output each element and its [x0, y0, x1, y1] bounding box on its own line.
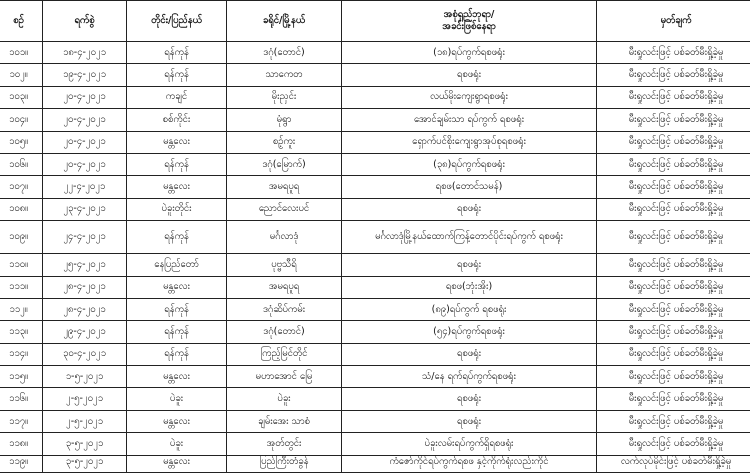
cell-region: ပဲခူးတိုင်း	[127, 198, 227, 220]
cell-location: ရစဖရုံး	[342, 64, 597, 86]
table-row	[0, 343, 750, 365]
cell-location: ရစဖ(တောင်သမန်)	[342, 176, 597, 198]
cell-remarks: မီးရှုလင်းဖြင့် ပစ်ခတ်မီးရှို့ခဲ့မှု	[597, 109, 750, 131]
cell-location: ကံဇော်ကိုင်ရပ်ကွက်ရစဖ နှင့်ကိုက်ရုံးလည်းကိုင်	[342, 455, 597, 472]
cell-location: ပဲခူးလမ်းရပ်ကွက်ရှိရစဖရုံး	[342, 433, 597, 455]
cell-location: သံ/နေ ရက်ရပ်ကွက်ရစဖရုံး	[342, 366, 597, 388]
cell-date: ၁၈-၄-၂၀၂၁	[43, 42, 127, 64]
table-row	[0, 198, 750, 220]
cell-no: ၁၀၉။	[0, 221, 43, 254]
cell-location: မင်္ဂလာဒုံမြို့နယ်ထောက်ကြန့်တောင်ပိုင်းရပ်ကွက် ရစဖရုံး	[342, 221, 597, 254]
cell-township: ကြည့်မြင်တိုင်	[227, 343, 342, 365]
cell-location: ရစဖ(ဘုံးအိုး)	[342, 276, 597, 298]
cell-region: စစ်ကိုင်း	[127, 109, 227, 131]
cell-township: အမရပူရ	[227, 276, 342, 298]
cell-location: ရစဖရုံး	[342, 198, 597, 220]
table-row	[0, 321, 750, 343]
table-row	[0, 388, 750, 410]
cell-township: အုတ်တွင်း	[227, 433, 342, 455]
cell-region: ရန်ကုန်	[127, 321, 227, 343]
cell-location: (၅၄)ရပ်ကွက်ရစဖရုံး	[342, 321, 597, 343]
cell-township: စဥ့်ကူး	[227, 131, 342, 153]
cell-no: ၁၁၀။	[0, 254, 43, 276]
cell-date: ၂၄-၄-၂၀၂၁	[43, 221, 127, 254]
cell-no: ၁၀၂။	[0, 64, 43, 86]
cell-region: ပဲခူး	[127, 388, 227, 410]
cell-date: ၃-၅-၂၀၂၁	[43, 433, 127, 455]
cell-date: ၂၈-၄-၂၀၂၁	[43, 298, 127, 320]
table-row	[0, 86, 750, 108]
cell-location: ရစဖရုံး	[342, 388, 597, 410]
cell-remarks: မီးရှုလင်းဖြင့် ပစ်ခတ်မီးရှို့ခဲ့မှု	[597, 42, 750, 64]
header-township: ခရိုင်/မြို့နယ်	[227, 1, 342, 42]
cell-region: မန္တလေး	[127, 176, 227, 198]
cell-no: ၁၀၈။	[0, 198, 43, 220]
cell-date: ၂၀-၄-၂၀၂၁	[43, 109, 127, 131]
cell-no: ၁၀၄။	[0, 109, 43, 131]
table-row	[0, 153, 750, 175]
cell-no: ၁၀၃။	[0, 86, 43, 108]
cell-township: မဟာအောင် မြေ	[227, 366, 342, 388]
cell-no: ၁၁၇။	[0, 410, 43, 432]
cell-remarks: မီးရှုလင်းဖြင့် ပစ်ခတ်မီးရှို့ခဲ့မှု	[597, 64, 750, 86]
cell-region: နေပြည်တော်	[127, 254, 227, 276]
cell-date: ၃-၅-၂၀၂၁	[43, 455, 127, 472]
header-row	[0, 1, 750, 42]
cell-township: ပဲခူး	[227, 388, 342, 410]
cell-no: ၁၀၇။	[0, 176, 43, 198]
cell-region: ရန်ကုန်	[127, 298, 227, 320]
cell-township: ပြည်ကြီးတံခွန်	[227, 455, 342, 472]
cell-region: ရန်ကုန်	[127, 343, 227, 365]
cell-date: ၂၀-၄-၂၀၂၁	[43, 131, 127, 153]
cell-date: ၂၀-၄-၂၀၂၁	[43, 153, 127, 175]
table-row	[0, 366, 750, 388]
cell-remarks: မီးရှုလင်းဖြင့် ပစ်ခတ်မီးရှို့ခဲ့မှု	[597, 198, 750, 220]
cell-remarks: မီးရှုလင်းဖြင့် ပစ်ခတ်မီးရှို့ခဲ့မှု	[597, 321, 750, 343]
cell-date: ၂၉-၄-၂၀၂၁	[43, 321, 127, 343]
cell-date: ၂၀-၄-၂၀၂၁	[43, 86, 127, 108]
cell-location: (၁၈)ရပ်ကွက်ရစဖရုံး	[342, 42, 597, 64]
cell-remarks: မီးရှုလင်းဖြင့် ပစ်ခတ်မီးရှို့ခဲ့မှု	[597, 176, 750, 198]
table-row	[0, 410, 750, 432]
cell-township: မိုးညှင်း	[227, 86, 342, 108]
cell-no: ၁၀၆။	[0, 153, 43, 175]
cell-remarks: မီးရှုလင်းဖြင့် ပစ်ခတ်မီးရှို့ခဲ့မှု	[597, 254, 750, 276]
cell-date: ၃၀-၄-၂၀၂၁	[43, 343, 127, 365]
cell-remarks: မီးရှုလင်းဖြင့် ပစ်ခတ်မီးရှို့ခဲ့မှု	[597, 153, 750, 175]
table-row	[0, 221, 750, 254]
header-region: တိုင်း/ပြည်နယ်	[127, 1, 227, 42]
cell-no: ၁၁၉။	[0, 455, 43, 472]
cell-township: ပုဗ္ဗသီရိ	[227, 254, 342, 276]
cell-region: ကချင်	[127, 86, 227, 108]
cell-region: မန္တလေး	[127, 366, 227, 388]
header-location-line2: အခင်းဖြစ်နေရာ	[344, 21, 594, 33]
header-no: စဥ်	[0, 1, 43, 42]
cell-date: ၂-၅-၂၀၂၁	[43, 410, 127, 432]
cell-township: ဒဂုံဆိပ်ကမ်း	[227, 298, 342, 320]
cell-remarks: မီးရှုလင်းဖြင့် ပစ်ခတ်မီးရှို့ခဲ့မှု	[597, 86, 750, 108]
cell-no: ၁၀၁။	[0, 42, 43, 64]
cell-location: လယ်မိုးကျေးရွာရစဖရုံး	[342, 86, 597, 108]
cell-location: ရှောက်ပင်စိုးကျေးရွာအုပ်စုရစဖရုံး	[342, 131, 597, 153]
cell-date: ၁-၅-၂၀၂၁	[43, 366, 127, 388]
cell-location: ရစဖရုံး	[342, 410, 597, 432]
cell-location: အောင်ချမ်းသာ ရပ်ကွက် ရစဖရုံး	[342, 109, 597, 131]
table-row	[0, 42, 750, 64]
cell-township: ချမ်းအေး သာစံ	[227, 410, 342, 432]
cell-location: (၃၈)ရပ်ကွက်ရစဖရုံး	[342, 153, 597, 175]
cell-date: ၂၅-၄-၂၀၂၁	[43, 254, 127, 276]
cell-location: (၈၉)ရပ်ကွက် ရစဖရုံး	[342, 298, 597, 320]
cell-remarks: မီးရှုလင်းဖြင့် ပစ်ခတ်မီးရှို့ခဲ့မှု	[597, 276, 750, 298]
cell-remarks: မီးရှုလင်းဖြင့် ပစ်ခတ်မီးရှို့ခဲ့မှု	[597, 433, 750, 455]
cell-region: မန္တလေး	[127, 410, 227, 432]
cell-remarks: မီးရှုလင်းဖြင့် ပစ်ခတ်မီးရှို့ခဲ့မှု	[597, 298, 750, 320]
cell-region: ရန်ကုန်	[127, 64, 227, 86]
header-date: ရက်စွဲ	[43, 1, 127, 42]
cell-remarks: မီးရှုလင်းဖြင့် ပစ်ခတ်မီးရှို့ခဲ့မှု	[597, 388, 750, 410]
cell-township: ဒဂုံ(တောင်)	[227, 42, 342, 64]
cell-remarks: မီးရှုလင်းဖြင့် ပစ်ခတ်မီးရှို့ခဲ့မှု	[597, 343, 750, 365]
cell-no: ၁၁၈။	[0, 433, 43, 455]
cell-region: ရန်ကုန်	[127, 153, 227, 175]
cell-no: ၁၁၁။	[0, 276, 43, 298]
cell-location: ရစဖရုံး	[342, 254, 597, 276]
cell-region: မန္တလေး	[127, 455, 227, 472]
table-row	[0, 254, 750, 276]
cell-date: ၁၉-၄-၂၀၂၁	[43, 64, 127, 86]
cell-remarks: မီးရှုလင်းဖြင့် ပစ်ခတ်မီးရှို့ခဲ့မှု	[597, 221, 750, 254]
cell-region: ရန်ကုန်	[127, 42, 227, 64]
cell-region: မန္တလေး	[127, 276, 227, 298]
cell-township: ဒဂုံ(တောင်)	[227, 321, 342, 343]
table-row	[0, 109, 750, 131]
table-row	[0, 298, 750, 320]
table-row	[0, 176, 750, 198]
cell-remarks: လက်လုပ်မိုင်းဖြင့် ပစ်ခတ်မီးရှို့ခဲ့မှု	[597, 455, 750, 472]
cell-no: ၁၀၅။	[0, 131, 43, 153]
table-row	[0, 433, 750, 455]
cell-date: ၂၂-၄-၂၀၂၁	[43, 176, 127, 198]
cell-region: မန္တလေး	[127, 131, 227, 153]
cell-region: ရန်ကုန်	[127, 221, 227, 254]
cell-no: ၁၁၆။	[0, 388, 43, 410]
cell-date: ၂၃-၄-၂၀၂၁	[43, 198, 127, 220]
cell-township: ညောင်လေးပင်	[227, 198, 342, 220]
cell-date: ၂-၅-၂၀၂၁	[43, 388, 127, 410]
table-row	[0, 276, 750, 298]
header-location-line1: အစုံရှည်ဘုရာ/	[344, 9, 594, 21]
cell-date: ၂၈-၄-၂၀၂၁	[43, 276, 127, 298]
table-row	[0, 64, 750, 86]
table-row	[0, 131, 750, 153]
cell-region: ပဲခူး	[127, 433, 227, 455]
cell-township: ဒဂုံ(မြောက်)	[227, 153, 342, 175]
header-location	[342, 1, 597, 42]
cell-remarks: မီးရှုလင်းဖြင့် ပစ်ခတ်မီးရှို့ခဲ့မှု	[597, 410, 750, 432]
header-remarks: မှတ်ချက်	[597, 1, 750, 42]
table-row	[0, 455, 750, 472]
cell-remarks: မီးရှုလင်းဖြင့် ပစ်ခတ်မီးရှို့ခဲ့မှု	[597, 131, 750, 153]
cell-no: ၁၁၄။	[0, 343, 43, 365]
cell-township: အမရပူရ	[227, 176, 342, 198]
cell-township: သာကေတ	[227, 64, 342, 86]
cell-township: မင်္ဂလာဒုံ	[227, 221, 342, 254]
cell-location: ရစဖရုံး	[342, 343, 597, 365]
cell-remarks: မီးရှုလင်းဖြင့် ပစ်ခတ်မီးရှို့ခဲ့မှု	[597, 366, 750, 388]
cell-no: ၁၁၂။	[0, 298, 43, 320]
cell-no: ၁၁၃။	[0, 321, 43, 343]
cell-no: ၁၁၅။	[0, 366, 43, 388]
cell-township: မုံရွာ	[227, 109, 342, 131]
